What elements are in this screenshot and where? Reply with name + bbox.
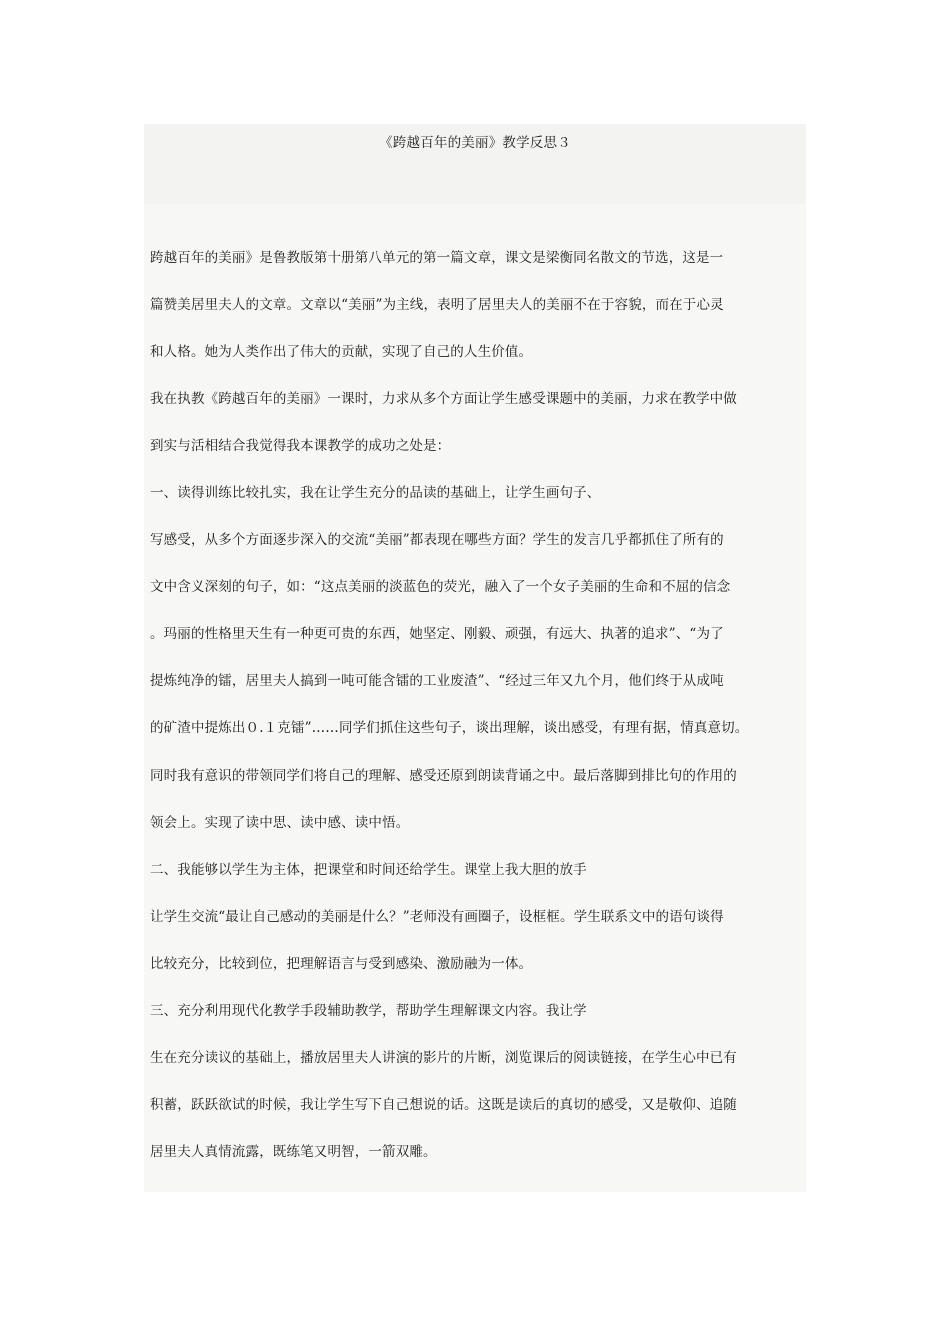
- body-line: 比较充分，比较到位，把理解语言与受到感染、激励融为一体。: [150, 955, 533, 972]
- document-body: [150, 248, 810, 1189]
- body-line: 写感受，从多个方面逐步深入的交流“美丽”都表现在哪些方面？学生的发言几乎都抓住了所有的: [150, 532, 724, 549]
- body-line: 二、我能够以学生为主体，把课堂和时间还给学生。课堂上我大胆的放手: [150, 861, 587, 878]
- body-line: 文中含义深刻的句子，如：“这点美丽的淡蓝色的荧光，融入了一个女子美丽的生命和不屈的信念: [150, 579, 731, 596]
- body-line: 一、读得训练比较扎实，我在让学生充分的品读的基础上，让学生画句子、: [150, 485, 601, 502]
- body-line: 我在执教《跨越百年的美丽》一课时，力求从多个方面让学生感受课题中的美丽，力求在教学中做: [150, 391, 737, 408]
- body-line: 三、充分利用现代化教学手段辅助教学，帮助学生理解课文内容。我让学: [150, 1002, 587, 1019]
- body-line: 。玛丽的性格里天生有一种更可贵的东西，她坚定、刚毅、顽强，有远大、执著的追求”、“为了: [150, 626, 724, 643]
- document-title: 《跨越百年的美丽》教学反思３: [379, 135, 571, 151]
- body-line: 篇赞美居里夫人的文章。文章以“美丽”为主线，表明了居里夫人的美丽不在于容貌，而在于心灵: [150, 297, 724, 314]
- body-line: 的矿渣中提炼出０.１克镭”……同学们抓住这些句子，谈出理解，谈出感受，有理有据，情真意切。: [150, 720, 749, 737]
- body-line: 生在充分读议的基础上，播放居里夫人讲演的影片的片断，浏览课后的阅读链接，在学生心中已有: [150, 1049, 737, 1066]
- title-band: [144, 124, 806, 204]
- body-line: 居里夫人真情流露，既练笔又明智，一箭双雕。: [150, 1143, 437, 1160]
- body-line: 让学生交流“最让自己感动的美丽是什么？”老师没有画圈子，设框框。学生联系文中的语句谈得: [150, 908, 724, 925]
- body-line: 到实与活相结合我觉得我本课教学的成功之处是：: [150, 438, 451, 455]
- body-line: 同时我有意识的带领同学们将自己的理解、感受还原到朗读背诵之中。最后落脚到排比句的作用的: [150, 767, 737, 784]
- body-line: 和人格。她为人类作出了伟大的贡献，实现了自己的人生价值。: [150, 344, 533, 361]
- body-line: 领会上。实现了读中思、读中感、读中悟。: [150, 814, 410, 831]
- body-line: 积蓄，跃跃欲试的时候，我让学生写下自己想说的话。这既是读后的真切的感受，又是敬仰、追随: [150, 1096, 737, 1113]
- body-line: 提炼纯净的镭，居里夫人搞到一吨可能含镭的工业废渣”、“经过三年又九个月，他们终于从成吨: [150, 673, 724, 690]
- body-line: 跨越百年的美丽》是鲁教版第十册第八单元的第一篇文章，课文是梁衡同名散文的节选，这是一: [150, 250, 724, 266]
- document-page: [144, 124, 806, 1192]
